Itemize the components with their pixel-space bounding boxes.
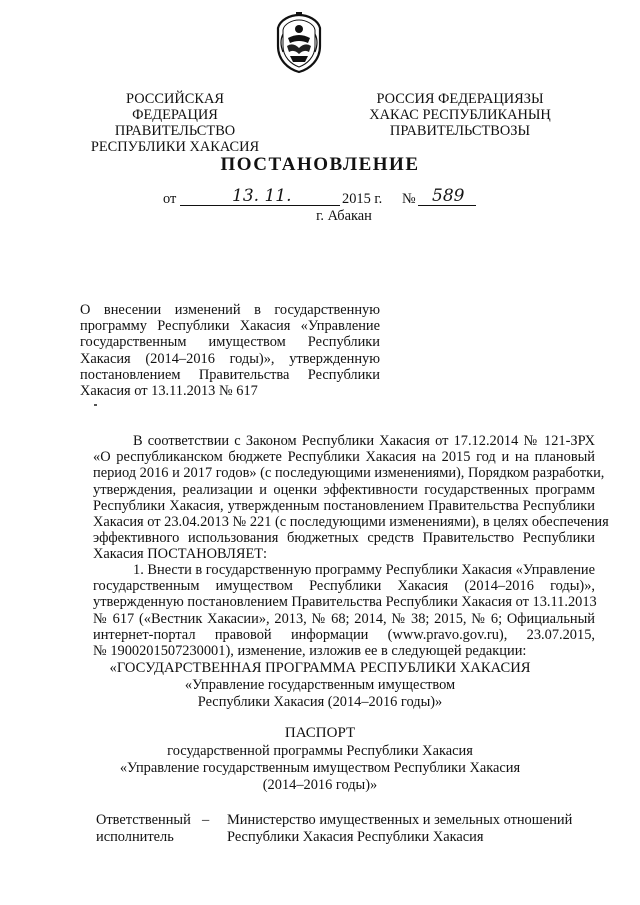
program-heading-line-2: «Управление государственным имуществом [184, 677, 456, 693]
passport-row-value [227, 812, 572, 846]
handwritten-date: 13. 11. [232, 186, 292, 206]
header-left-line: РОССИЙСКАЯ ФЕДЕРАЦИЯ [126, 91, 224, 123]
program-heading-line-1: «ГОСУДАРСТВЕННАЯ ПРОГРАММА РЕСПУБЛИКИ ХАКАСИЯ [109, 660, 531, 676]
number-label: № [402, 191, 416, 207]
date-year: 2015 г. [342, 191, 383, 207]
header-right-line: ПРАВИТЕЛЬСТВОЗЫ [389, 123, 531, 139]
passport-row-dash: – [202, 812, 210, 828]
subject-line: постановлением Правительства Республики [80, 366, 380, 383]
clause-line: государственным имуществом Республики Хакасия (2014–2016 годы)», [93, 578, 595, 595]
passport-row-value-line: Министерство имущественных и земельных отношений [227, 812, 573, 828]
passport-subtitle-line: «Управление государственным имуществом Республики Хакасия [119, 760, 521, 776]
date-from-label: от [163, 191, 177, 207]
clause-line: интернет-портал правовой информации (www.pravo.gov.ru), 23.07.2015, [93, 626, 595, 643]
subject-line: Хакасия от 13.11.2013 № 617 [80, 383, 258, 400]
passport-title: ПАСПОРТ [284, 725, 356, 741]
preamble-line: эффективного использования бюджетных средств Правительство Республики [93, 530, 595, 547]
passport-row-label-line: исполнитель [96, 829, 174, 845]
program-heading-line-3: Республики Хакасия (2014–2016 годы)» [197, 694, 443, 710]
preamble-line: Республики Хакасия, утвержденным постановлением Правительства Республики [93, 497, 595, 514]
preamble-line: «О республиканском бюджете Республики Хакасия на 2015 год и на плановый [93, 449, 595, 466]
coat-of-arms-emblem [274, 12, 324, 74]
city-name: г. Абакан [316, 208, 372, 224]
subject-line: О внесении изменений в государственную [80, 302, 380, 318]
preamble-line: утверждения, реализации и оценки эффективности государственных программ [93, 481, 595, 498]
subject-line: государственным имуществом Республики [80, 334, 380, 351]
header-left-line: ПРАВИТЕЛЬСТВО [114, 123, 236, 139]
document-title: ПОСТАНОВЛЕНИЕ [220, 154, 420, 175]
header-left-block [84, 91, 266, 155]
header-right-block [359, 91, 561, 139]
passport-row-value-line: Республики Хакасия Республики Хакасия [227, 829, 484, 845]
passport-row-label-line: Ответственный [96, 812, 191, 828]
clause-line: утвержденную постановлением Правительства Республики Хакасия от 13.11.2013 [93, 594, 597, 611]
header-left-line: РЕСПУБЛИКИ ХАКАСИЯ [90, 139, 260, 155]
passport-subtitle-line: (2014–2016 годы)» [262, 777, 378, 793]
subject-block [80, 302, 380, 399]
passport-row-label [96, 812, 191, 846]
margin-mark [94, 404, 97, 406]
preamble-line: период 2016 и 2017 годов» (с последующими изменениями), Порядком разработки, [93, 465, 605, 482]
preamble-paragraph [93, 433, 609, 563]
clause-1-paragraph [93, 562, 595, 659]
subject-line: программу Республики Хакасия «Управление [80, 318, 380, 335]
clause-line: 1. Внести в государственную программу Республики Хакасия «Управление [133, 562, 595, 578]
header-right-line: РОССИЯ ФЕДЕРАЦИЯЗЫ [376, 91, 544, 107]
handwritten-number: 589 [432, 186, 465, 206]
preamble-line: Хакасия от 23.04.2013 № 221 (с последующими изменениями), в целях обеспечения [93, 514, 609, 531]
header-right-line: ХАКАС РЕСПУБЛИКАНЫҢ [369, 107, 551, 123]
clause-line: № 1900201507230001), изменение, изложив ее в следующей редакции: [93, 643, 527, 660]
subject-line: Хакасия (2014–2016 годы)», утвержденную [80, 350, 380, 367]
preamble-line: Хакасия ПОСТАНОВЛЯЕТ: [93, 546, 268, 563]
preamble-line: В соответствии с Законом Республики Хакасия от 17.12.2014 № 121-ЗРХ [133, 433, 595, 449]
clause-line: № 617 («Вестник Хакасии», 2013, № 68; 2014, № 38; 2015, № 6; Официальный [93, 610, 595, 627]
passport-subtitle-line: государственной программы Республики Хакасия [167, 743, 473, 759]
